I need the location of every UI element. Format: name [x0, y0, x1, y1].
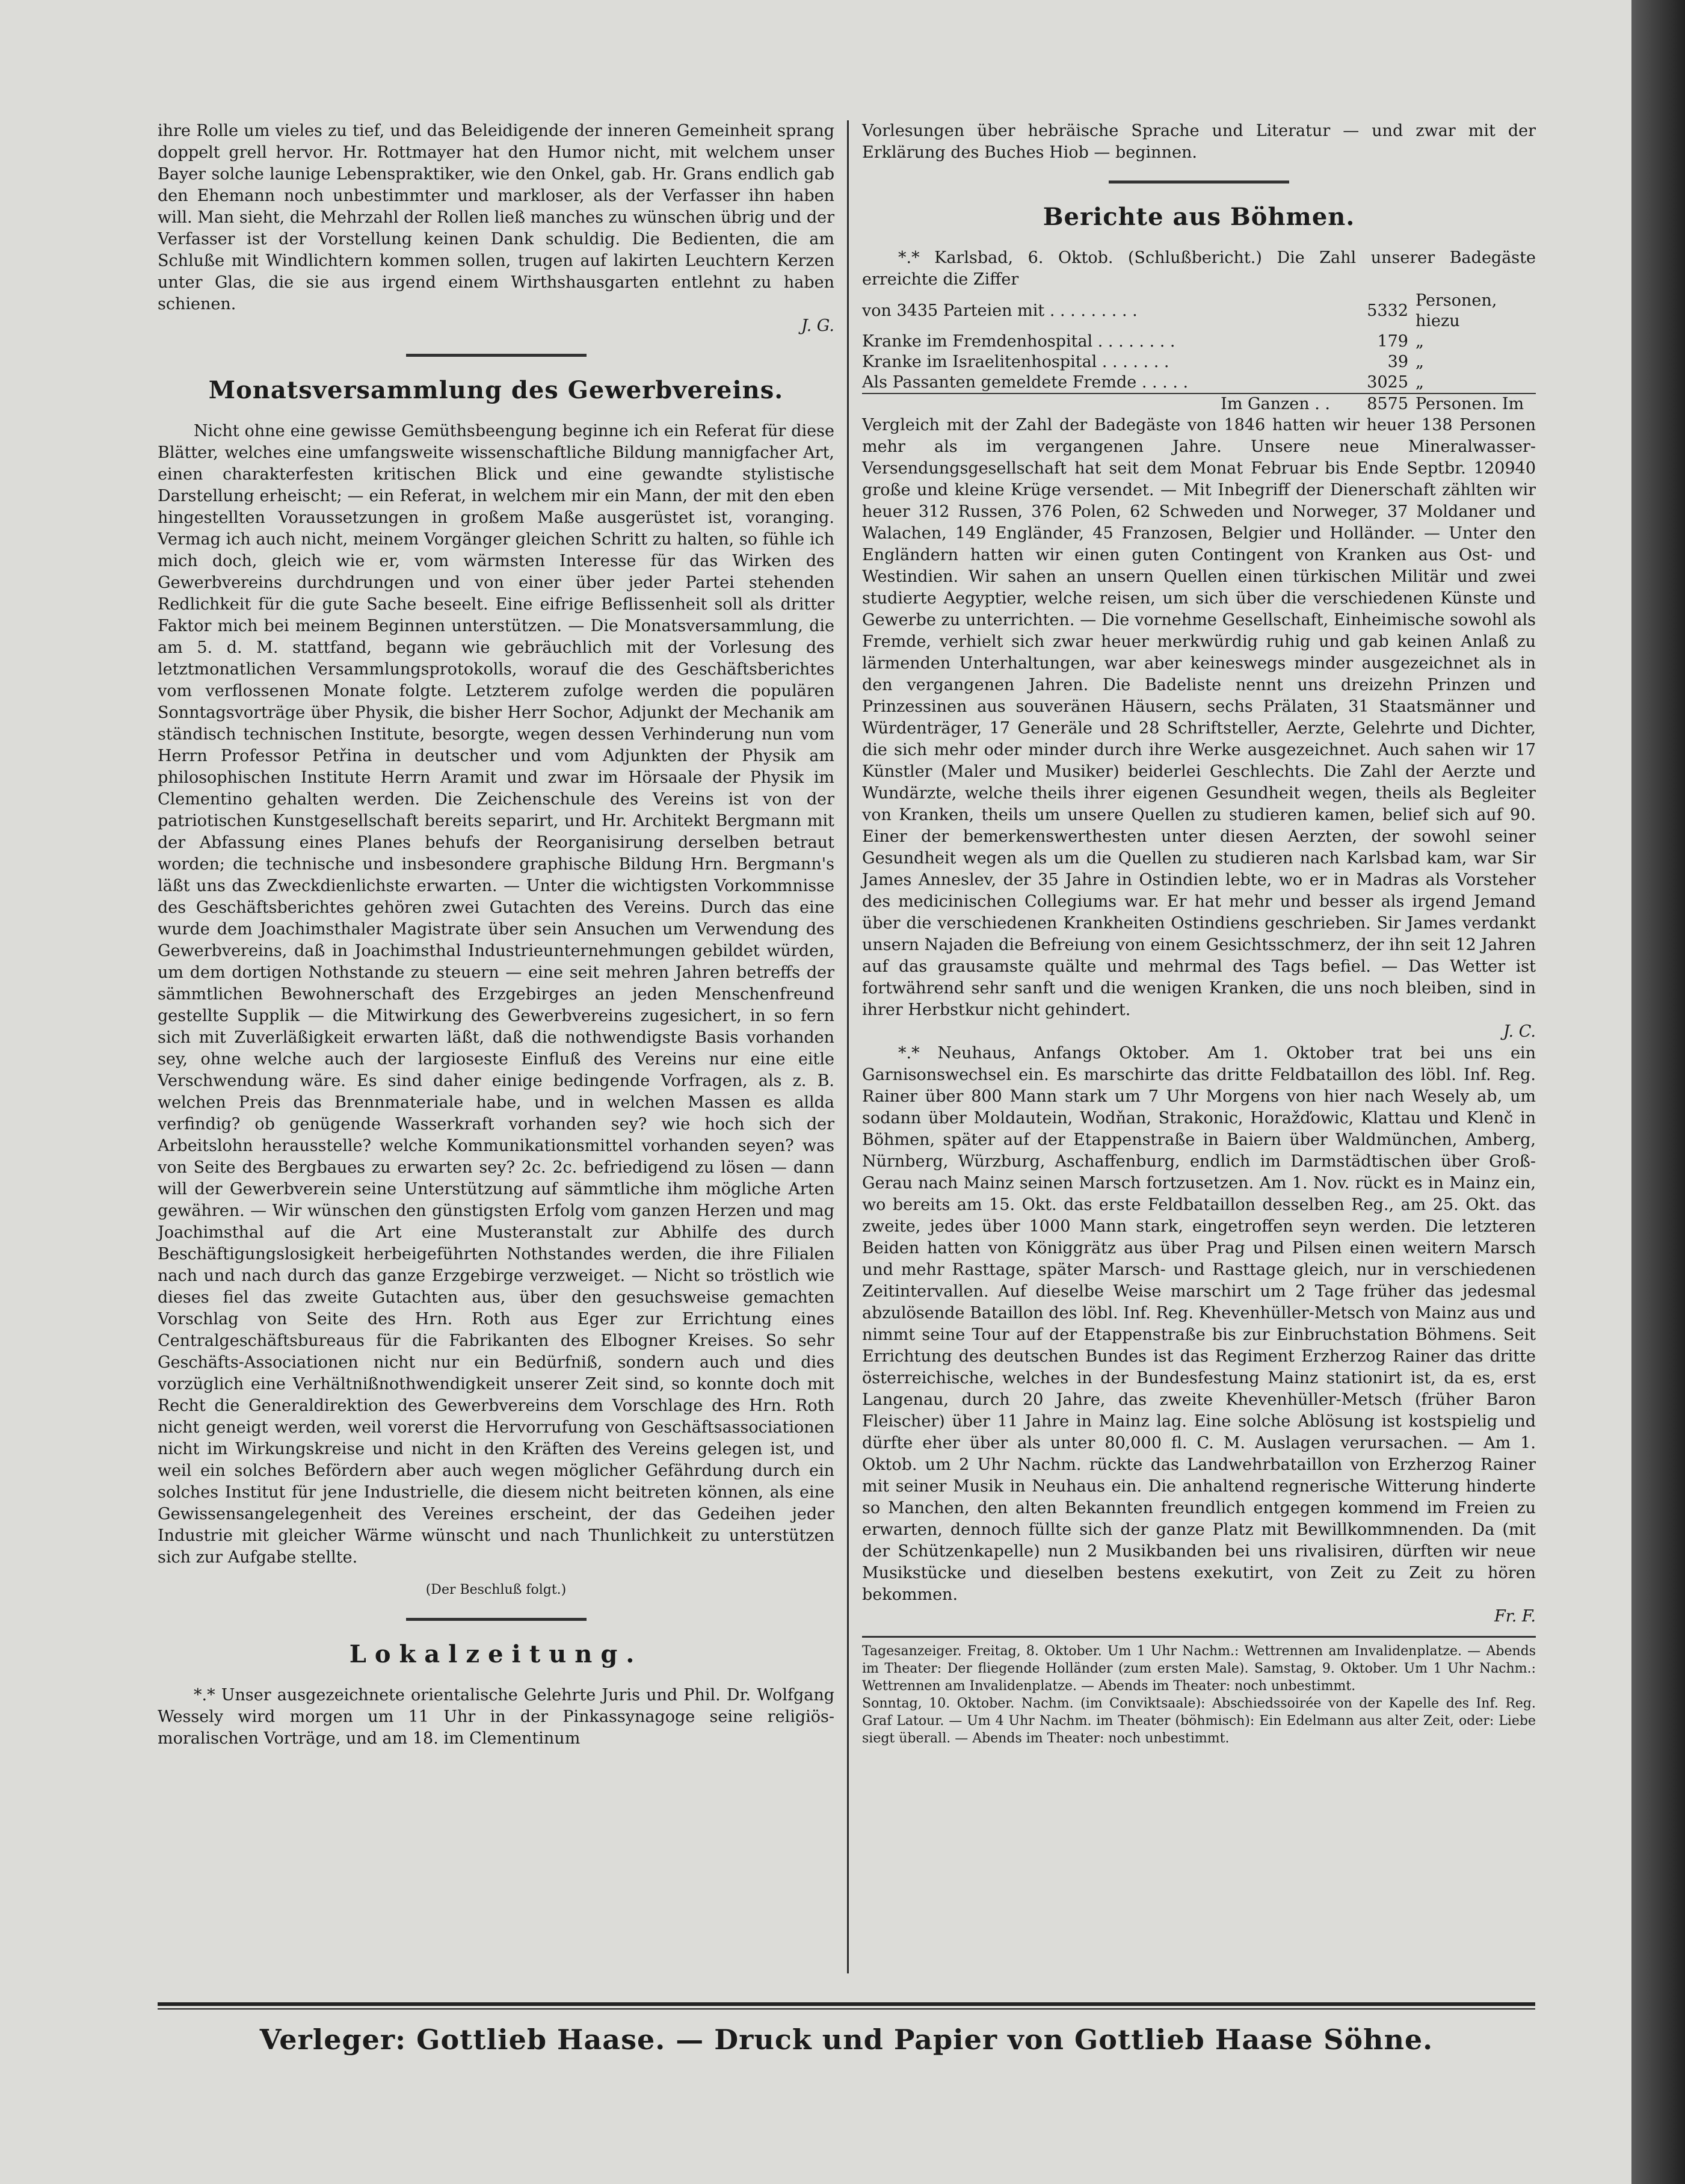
- boehmen-heading: Berichte aus Böhmen.: [1043, 203, 1355, 231]
- right-column: [862, 120, 1536, 1747]
- karlsbad-report: Vergleich mit der Zahl der Badegäste von 1846 hatten wir heuer 138 Personen mehr als im vergangenen Jahre. Unsere neue Mineralwasser-Versendungsgesellschaft hat seit dem Monat Februar bis Ende Septbr. 120940 große und kleine Krüge versendet. — Mit Inbegriff der Dienerschaft zählten wir heuer 312 Russen, 376 Polen, 62 Schweden und Norweger, 37 Moldaner und Walachen, 149 Engländer, 45 Franzosen, Belgier und Holländer. — Unter den Engländern hatten wir einen guten Contingent von Kranken aus Ost- und Westindien. Wir sahen an unsern Quellen einen türkischen Militär und zwei studierte Aegyptier, welche reisen, um sich über die verschiedenen Künste und Gewerbe zu unterrichten. — Die vornehme Gesellschaft, Einheimische sowohl als Fremde, verhielt sich zwar heuer merkwürdig ruhig und gab keinen Anlaß zu lärmenden Unterhaltungen, war aber keineswegs minder ausgezeichnet als in den vergangenen Jahren. Die Badeliste nennt uns dreizehn Prinzen und Prinzessinen aus souveränen Häusern, sechs Prälaten, 31 Staatsmänner und Würdenträger, 17 Generäle und 28 Schriftsteller, Aerzte, Gelehrte und Dichter, die sich mehr oder minder durch ihre Werke ausgezeichnet. Auch sahen wir 17 Künstler (Maler und Musiker) beiderlei Geschlechts. Die Zahl der Aerzte und Wundärzte, welche theils ihrer eigenen Gesundheit wegen, theils als Begleiter von Kranken, theils um unsere Quellen zu studieren kamen, belief sich auf 90. Einer der bemerkenswerthesten unter diesen Aerzten, der sowohl seiner Gesundheit wegen als um die Quellen zu studieren nach Karlsbad kam, war Sir James Anneslev, der 35 Jahre in Ostindien lebte, wo er in Madras als Vorsteher des medicinischen Collegiums war. Er hat mehr und besser als irgend Jemand über die verschiedenen Krankheiten Ostindiens geschrieben. Sir James verdankt unsern Najaden die Befreiung von einem Gesichtsschmerz, der ihn seit 12 Jahren auf das grausamste quälte und mehrmal des Tags befiel. — Das Wetter ist fortwährend sehr sanft und die wenigen Kranken, die uns noch bleiben, sind in ihrer Herbstkur nicht gehindert.: [862, 416, 1536, 1019]
- table-row: [862, 372, 1536, 393]
- karlsbad-signature: J. C.: [1503, 1022, 1536, 1041]
- footer-rule-thin: [158, 2008, 1535, 2010]
- stat-value: 3025: [1367, 373, 1408, 392]
- publisher-imprint: Verleger: Gottlieb Haase. — Druck und Papier von Gottlieb Haase Söhne.: [259, 2023, 1434, 2056]
- tagesanzeiger-sunday: Sonntag, 10. Oktober. Nachm. (im Conviktsaale): Abschiedssoirée von der Kapelle des Inf. Reg. Graf Latour. — Um 4 Uhr Nachm. im Theater (böhmisch): Ein Edelmann aus alter Zeit, oder: Liebe siegt überall. — Abends im Theater: noch unbestimmt.: [862, 1696, 1536, 1746]
- lecture-continuation: Vorlesungen über hebräische Sprache und Literatur — und zwar mit der Erklärung des Buches Hiob — beginnen.: [862, 122, 1536, 162]
- stat-unit: „: [1415, 373, 1424, 392]
- continuation-note: (Der Beschluß folgt.): [425, 1582, 567, 1597]
- tagesanzeiger-friday-saturday: Tagesanzeiger. Freitag, 8. Oktober. Um 1 Uhr Nachm.: Wettrennen am Invalidenplatze. — Abends im Theater: Der fliegende Holländer (zum ersten Male). Samstag, 9. Oktober. Um 1 Uhr Nachm.: Wettrennen am Invalidenplatze. — Abends im Theater: noch unbestimmt.: [862, 1644, 1536, 1694]
- table-row-total: [862, 393, 1536, 415]
- lokalzeitung-article: *.* Unser ausgezeichnete orientalische Gelehrte Juris und Phil. Dr. Wolfgang Wessely wird morgen um 11 Uhr in der Pinkassynagoge seine religiös-moralischen Vorträge, und am 18. im Clementinum: [158, 1686, 834, 1748]
- section-divider: [406, 354, 587, 357]
- gewerbeverein-article: Nicht ohne eine gewisse Gemüthsbeengung beginne ich ein Referat für diese Blätter, welches eine umfangsweite wissenschaftliche Bildung mannigfacher Art, einen charakterfesten kritischen Blick und eine gewandte stylistische Darstellung erheischt; — ein Referat, in welchem mir ein Mann, der mit den eben hingestellten Voraussetzungen in großem Maße ausgerüstet ist, voranging. Vermag ich auch nicht, meinem Vorgänger gleichen Schritt zu halten, so fühle ich mich doch, gleich wie er, vom wärmsten Interesse für das Wirken des Gewerbvereins durchdrungen und von einer über jeder Partei stehenden Redlichkeit für die gute Sache beseelt. Eine eifrige Beflissenheit soll als dritter Faktor mich bei meinem Beginnen unterstützen. — Die Monatsversammlung, die am 5. d. M. stattfand, begann wie gebräuchlich mit der Vorlesung des letztmonatlichen Versammlungsprotokolls, worauf die des Geschäftsberichtes vom verflossenen Monate folgte. Letzterem zufolge werden die populären Sonntagsvorträge über Physik, die bisher Herr Sochor, Adjunkt der Mechanik am ständisch technischen Institute, besorgte, wegen dessen Verhinderung nun vom Herrn Professor Petřina in deutscher und vom Adjunkten der Physik am philosophischen Institute Herrn Aramit und zwar im Hörsaale der Physik im Clementino gehalten werden. Die Zeichenschule des Vereins ist von der patriotischen Kunstgesellschaft bereits separirt, und Hr. Architekt Bergmann mit der Abfassung eines Planes behufs der Reorganisirung derselben betraut worden; die technische und insbesondere graphische Bildung Hrn. Bergmann's läßt uns das Zweckdienlichste erwarten. — Unter die wichtigsten Vorkommnisse des Geschäftsberichtes gehören zwei Gutachten des Vereins. Durch das eine wurde dem Joachimsthaler Magistrate über sein Ansuchen um Verwendung des Gewerbvereins, daß in Joachimsthal Industrieunternehmungen gebildet würden, um dem dortigen Nothstande zu steuern — eine seit mehren Jahren betreffs der sämmtlichen Bewohnerschaft des Erzgebirges an jeden Menschenfreund gestellte Supplik — die Mitwirkung des Gewerbvereins zugesichert, in so fern sich mit Zuverläßigkeit erwarten läßt, daß die nothwendigste Basis vorhanden sey, ohne welche auch der largioseste Einfluß des Vereins nur eine eitle Verschwendung wäre. Es sind daher einige bedingende Vorfragen, als z. B. welchen Preis das Brennmateriale habe, und in welchen Massen es allda verfindig? ob genügende Wasserkraft vorhanden sey? wie hoch sich der Arbeitslohn herausstelle? welche Kommunikationsmittel vorhanden seyen? was von Seite des Bergbaues zu erwarten sey? 2c. 2c. befriedigend zu lösen — dann will der Gewerbverein seine Unterstützung auf sämmtliche ihm mögliche Arten gewähren. — Wir wünschen den günstigsten Erfolg vom ganzen Herzen und mag Joachimsthal auf die Art eine Musteranstalt zur Abhilfe des durch Beschäftigungslosigkeit herbeigeführten Nothstandes werden, die ihre Filialen nach und nach durch das ganze Erzgebirge verzweiget. — Nicht so tröstlich wie dieses fiel das zweite Gutachten aus, über den gesuchsweise gemachten Vorschlag von Seite des Hrn. Roth aus Eger zur Errichtung eines Centralgeschäftsbureaus für die Fabrikanten des Elbogner Kreises. So sehr Geschäfts-Associationen nicht nur ein Bedürfniß, sondern auch und dies vorzüglich eine Verhältnißnothwendigkeit unserer Zeit sind, so konnte doch mit Recht die Generaldirektion des Gewerbvereins dem Vorschlage des Hrn. Roth nicht geneigt werden, weil vorerst die Hervorrufung von Geschäftsassociationen nicht im Wirkungskreise und nicht in den Kräften des Vereins gelegen ist, und weil ein solches Befördern aber auch wegen möglicher Gefährdung durch ein solches Institut für jene Industrielle, die diesem nicht beitreten können, als eine Gewissensangelegenheit des Vereines erscheint, der das Gedeihen jeder Industrie mit gleicher Wärme wünscht und nach Thunlichkeit zu unterstützen sich zur Aufgabe stellte.: [158, 422, 834, 1567]
- section-divider: [1109, 180, 1289, 184]
- stat-total-unit: Personen. Im: [1408, 393, 1536, 415]
- table-row: [862, 332, 1536, 352]
- column-divider: [847, 120, 849, 1973]
- section-divider: [406, 1618, 587, 1621]
- table-row: [862, 352, 1536, 372]
- karlsbad-lead: *.* Karlsbad, 6. Oktob. (Schlußbericht.) Die Zahl unserer Badegäste erreichte die Ziffer: [862, 248, 1536, 289]
- lokalzeitung-heading: Lokalzeitung.: [349, 1640, 643, 1668]
- gewerbeverein-heading: Monatsversammlung des Gewerbvereins.: [208, 376, 784, 404]
- stat-label: Kranke im Israelitenhospital . . . . . . .: [862, 353, 1169, 371]
- neuhaus-signature: Fr. F.: [1494, 1607, 1536, 1626]
- stat-unit: „: [1415, 332, 1424, 351]
- stat-total-label: Im Ganzen . .: [862, 393, 1330, 415]
- karlsbad-statistics-table: [862, 291, 1536, 415]
- tagesanzeiger-box: [862, 1643, 1536, 1747]
- stat-value: 39: [1387, 353, 1408, 371]
- stat-label: von 3435 Parteien mit . . . . . . . . .: [862, 301, 1138, 320]
- theater-review-signature: J. G.: [801, 316, 834, 335]
- stat-total-value: 8575: [1330, 393, 1408, 415]
- stat-unit: „: [1415, 353, 1424, 371]
- footer-rule-thick: [158, 2002, 1535, 2006]
- stat-label: Als Passanten gemeldete Fremde . . . . .: [862, 373, 1189, 392]
- neuhaus-report: *.* Neuhaus, Anfangs Oktober. Am 1. Oktober trat bei uns ein Garnisonswechsel ein. Es marschirte das dritte Feldbataillon des löbl. Inf. Reg. Rainer über 800 Mann stark um 7 Uhr Morgens von hier nach Wesely ab, um sodann über Moldautein, Wodňan, Strakonic, Horažďowic, Klattau und Klenč in Böhmen, später auf der Etappenstraße in Baiern über Waldmünchen, Amberg, Nürnberg, Würzburg, Aschaffenburg, endlich im Darmstädtischen über Groß-Gerau nach Mainz seinen Marsch fortzusetzen. Am 1. Nov. rückt es in Mainz ein, wo bereits am 15. Okt. das erste Feldbataillon desselben Reg., am 25. Okt. das zweite, jedes über 1000 Mann stark, eingetroffen seyn werden. Die letzteren Beiden hatten von Königgrätz aus über Prag und Pilsen einen weitern Marsch und mehr Rasttage, später Marsch- und Rasttage gleich, nur in verschiedenen Zeitintervallen. Auf dieselbe Weise marschirt um 2 Tage früher das jedesmal abzulösende Bataillon des löbl. Inf. Reg. Khevenhüller-Metsch von Mainz aus und nimmt seine Tour auf der Etappenstraße bis zur Einbruchstation Böhmens. Seit Errichtung des deutschen Bundes ist das Regiment Erzherzog Rainer das dritte österreichische, welches in der Bundesfestung Mainz stationirt ist, da es, erst Langenau, durch 20 Jahre, das zweite Khevenhüller-Metsch (früher Baron Fleischer) über 11 Jahre in Mainz lag. Eine solche Ablösung ist kostspielig und dürfte eher über als unter 80,000 fl. C. M. Auslagen verursachen. — Am 1. Oktob. um 2 Uhr Nachm. rückte das Landwehrbataillon von Erzherzog Rainer mit seiner Musik in Neuhaus ein. Die anhaltend regnerische Witterung hinderte so Manchen, den alten Bekannten freundlich entgegen kommend im Freien zu erwarten, dennoch füllte sich der ganze Platz mit Bewillkommnenden. Da (mit der Schützenkapelle) nun 2 Musikbanden bei uns rivalisiren, dürften wir neue Musikstücke und dieselben bestens exekutirt, von Zeit zu Zeit zu hören bekommen.: [862, 1044, 1536, 1604]
- stat-value: 5332: [1367, 301, 1408, 320]
- left-column: [158, 120, 834, 1750]
- tagesanzeiger-rule: [862, 1636, 1536, 1638]
- stat-unit: Personen, hiezu: [1415, 291, 1497, 330]
- theater-review-ending: ihre Rolle um vieles zu tief, und das Beleidigende der inneren Gemeinheit sprang doppelt grell hervor. Hr. Rottmayer hat den Humor nicht, mit welchem unser Bayer solche launige Lebenspraktiker, wie den Onkel, gab. Hr. Grans endlich gab den Ehemann noch unbestimmter und markloser, als der Verfasser ihn haben will. Man sieht, die Mehrzahl der Rollen ließ manches zu wünschen übrig und der Verfasser ist der Vorstellung keinen Dank schuldig. Die Bedienten, die am Schluße mit Windlichtern kommen sollen, trugen auf lakirten Leuchtern Kerzen unter Glas, die sie aus irgend einem Wirthshausgarten entlehnt zu haben schienen.: [158, 122, 834, 313]
- stat-value: 179: [1377, 332, 1408, 351]
- scan-edge: [1631, 0, 1685, 2184]
- table-row: [862, 291, 1536, 332]
- stat-label: Kranke im Fremdenhospital . . . . . . . .: [862, 332, 1175, 351]
